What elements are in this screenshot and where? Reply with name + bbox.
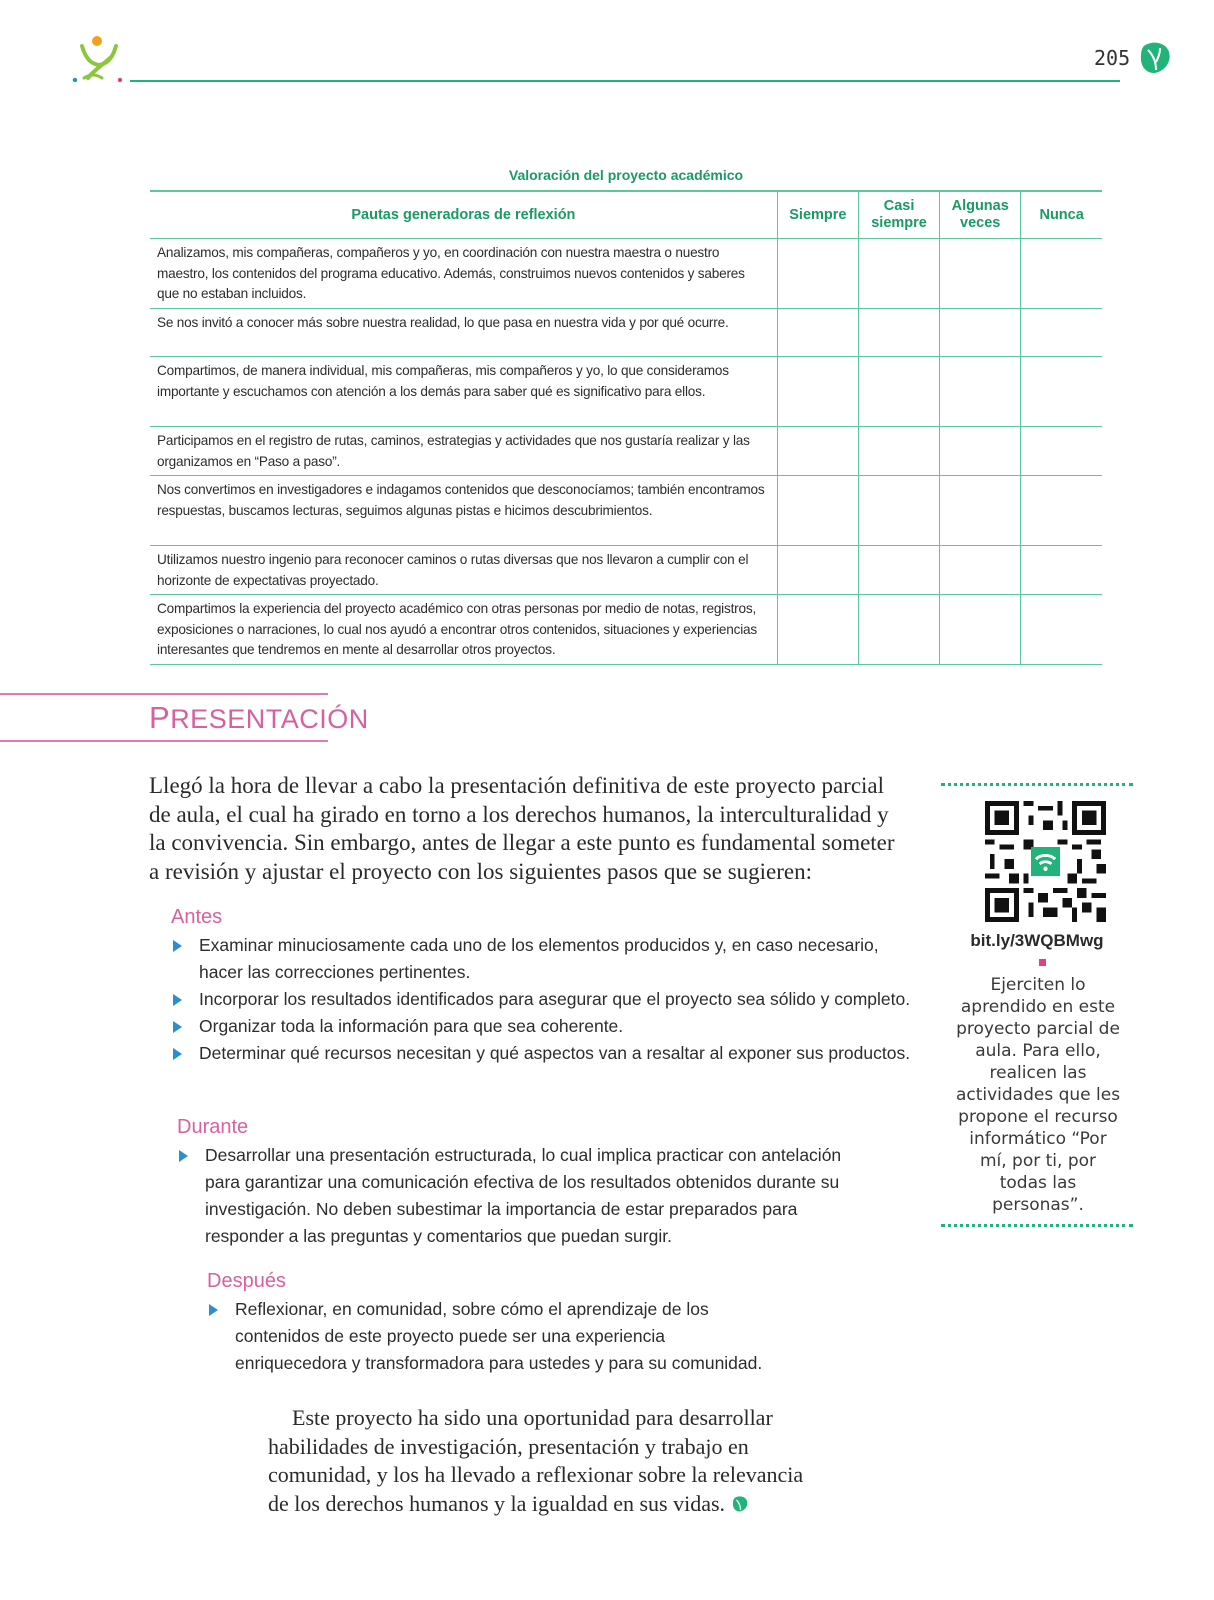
rating-cell-casi-siempre[interactable] bbox=[858, 239, 939, 309]
sidebar-divider-bottom bbox=[941, 1224, 1133, 1227]
antes-block bbox=[171, 906, 911, 1067]
rating-cell-siempre[interactable] bbox=[777, 309, 858, 357]
rating-cell-casi-siempre[interactable] bbox=[858, 476, 939, 546]
list-item: Examinar minuciosamente cada uno de los elementos producidos y, en caso necesario, hacer las correcciones pertinentes. bbox=[171, 932, 911, 986]
rating-cell-algunas-veces[interactable] bbox=[940, 239, 1021, 309]
reflection-prompt: Nos convertimos en investigadores e indagamos contenidos que desconocíamos; también encontramos respuestas, buscamos lecturas, seguimos algunas pistas e hicimos descubrimientos. bbox=[150, 476, 777, 546]
column-header: Algunas veces bbox=[940, 191, 1021, 239]
durante-heading: Durante bbox=[177, 1116, 249, 1138]
bullet-arrow-icon bbox=[173, 1021, 182, 1033]
section-rule-top bbox=[0, 693, 328, 695]
rating-cell-nunca[interactable] bbox=[1021, 476, 1102, 546]
list-item: Organizar toda la información para que sea coherente. bbox=[171, 1013, 911, 1040]
rating-cell-nunca[interactable] bbox=[1021, 427, 1102, 476]
intro-paragraph: Llegó la hora de llevar a cabo la presentación definitiva de este proyecto parcial de aula, el cual ha girado en torno a los derechos humanos, la interculturalidad y la convivencia. Sin embargo, antes de llegar a este punto es fundamental someter a revisión y ajustar el proyecto con los siguientes pasos que se sugieren: bbox=[149, 773, 895, 884]
reflection-prompt: Utilizamos nuestro ingenio para reconocer caminos o rutas diversas que nos llevaron a cumplir con el horizonte de expectativas proyectado. bbox=[150, 546, 777, 595]
list-item: Determinar qué recursos necesitan y qué aspectos van a resaltar al exponer sus productos. bbox=[171, 1040, 911, 1067]
rating-cell-siempre[interactable] bbox=[777, 239, 858, 309]
section-title bbox=[149, 700, 369, 736]
section-rule-bottom bbox=[0, 740, 328, 742]
durante-block bbox=[177, 1116, 857, 1250]
rating-cell-algunas-veces[interactable] bbox=[940, 546, 1021, 595]
reflection-prompt: Participamos en el registro de rutas, caminos, estrategias y actividades que nos gustaría realizar y las organizamos en “Paso a paso”. bbox=[150, 427, 777, 476]
column-header: Casi siempre bbox=[858, 191, 939, 239]
list-item: Desarrollar una presentación estructurada, lo cual implica practicar con antelación para garantizar una comunicación efectiva de los resultados obtenidos durante su investigación. No deben subestimar la importancia de estar preparados para responder a las preguntas y comentarios que puedan surgir. bbox=[177, 1142, 857, 1250]
rating-cell-nunca[interactable] bbox=[1021, 357, 1102, 427]
rating-cell-siempre[interactable] bbox=[777, 546, 858, 595]
despues-list bbox=[207, 1296, 777, 1377]
header-rule bbox=[130, 80, 1120, 82]
table-row bbox=[150, 357, 1102, 427]
table-row bbox=[150, 595, 1102, 665]
page-number: 205 bbox=[1094, 46, 1131, 70]
column-header: Siempre bbox=[777, 191, 858, 239]
reflection-prompt: Compartimos, de manera individual, mis compañeras, mis compañeros y yo, lo que consideramos importante y escuchamos con atención a los demás para saber qué es significativo para ellos. bbox=[150, 357, 777, 427]
rating-cell-nunca[interactable] bbox=[1021, 309, 1102, 357]
table-row bbox=[150, 239, 1102, 309]
rating-cell-algunas-veces[interactable] bbox=[940, 595, 1021, 665]
list-item: Incorporar los resultados identificados para asegurar que el proyecto sea sólido y completo. bbox=[171, 986, 911, 1013]
sidebar-divider-top bbox=[941, 783, 1133, 786]
qr-code-icon[interactable] bbox=[985, 801, 1106, 922]
table-row bbox=[150, 309, 1102, 357]
reflection-prompt: Se nos invitó a conocer más sobre nuestra realidad, lo que pasa en nuestra vida y por qué ocurre. bbox=[150, 309, 777, 357]
despues-heading: Después bbox=[207, 1270, 286, 1292]
leaf-icon bbox=[1138, 40, 1172, 76]
durante-list bbox=[177, 1142, 857, 1250]
bullet-arrow-icon bbox=[179, 1150, 188, 1162]
antes-list bbox=[171, 932, 911, 1067]
section-title-rest: RESENTACIÓN bbox=[170, 704, 369, 734]
program-logo-icon bbox=[72, 34, 126, 86]
rating-cell-siempre[interactable] bbox=[777, 476, 858, 546]
rating-cell-siempre[interactable] bbox=[777, 357, 858, 427]
rating-cell-algunas-veces[interactable] bbox=[940, 357, 1021, 427]
antes-heading: Antes bbox=[171, 906, 223, 928]
column-header: Pautas generadoras de reflexión bbox=[150, 191, 777, 239]
rating-cell-casi-siempre[interactable] bbox=[858, 309, 939, 357]
rating-cell-casi-siempre[interactable] bbox=[858, 595, 939, 665]
sidebar-text: Ejerciten lo aprendido en este proyecto parcial de aula. Para ello, realicen las actividades que les propone el recurso informático “Por mí, por ti, por todas las personas”. bbox=[955, 975, 1121, 1215]
despues-block bbox=[207, 1270, 777, 1377]
evaluation-table bbox=[150, 190, 1102, 665]
table-row bbox=[150, 476, 1102, 546]
bullet-arrow-icon bbox=[173, 940, 182, 952]
rating-cell-nunca[interactable] bbox=[1021, 239, 1102, 309]
table-header-row bbox=[150, 191, 1102, 239]
rating-cell-algunas-veces[interactable] bbox=[940, 476, 1021, 546]
rating-cell-siempre[interactable] bbox=[777, 595, 858, 665]
resource-link[interactable]: bit.ly/3WQBMwg bbox=[970, 931, 1104, 950]
rating-cell-nunca[interactable] bbox=[1021, 546, 1102, 595]
pink-bullet-icon bbox=[1039, 959, 1046, 966]
table-row bbox=[150, 546, 1102, 595]
leaf-icon bbox=[731, 1495, 749, 1513]
reflection-prompt: Compartimos la experiencia del proyecto académico con otras personas por medio de notas, registros, exposiciones o narraciones, lo cual nos ayudó a encontrar otros contenidos, situaciones y experiencias interesantes que tendremos en mente al desarrollar otros proyectos. bbox=[150, 595, 777, 665]
column-header: Nunca bbox=[1021, 191, 1102, 239]
rating-cell-casi-siempre[interactable] bbox=[858, 427, 939, 476]
rating-cell-casi-siempre[interactable] bbox=[858, 546, 939, 595]
bullet-arrow-icon bbox=[209, 1304, 218, 1316]
bullet-arrow-icon bbox=[173, 1048, 182, 1060]
table-title: Valoración del proyecto académico bbox=[508, 167, 744, 183]
section-title-initial: P bbox=[149, 700, 171, 735]
rating-cell-algunas-veces[interactable] bbox=[940, 427, 1021, 476]
rating-cell-casi-siempre[interactable] bbox=[858, 357, 939, 427]
rating-cell-algunas-veces[interactable] bbox=[940, 309, 1021, 357]
closing-paragraph bbox=[268, 1404, 828, 1518]
reflection-prompt: Analizamos, mis compañeras, compañeros y yo, en coordinación con nuestra maestra o nuestro maestro, los contenidos del programa educativo. Además, construimos nuevos contenidos y saberes que no estaban incluidos. bbox=[150, 239, 777, 309]
list-item: Reflexionar, en comunidad, sobre cómo el aprendizaje de los contenidos de este proyecto puede ser una experiencia enriquecedora y transformadora para ustedes y para su comunidad. bbox=[207, 1296, 777, 1377]
closing-text: Este proyecto ha sido una oportunidad para desarrollar habilidades de investigación, presentación y trabajo en comunidad, y los ha llevado a reflexionar sobre la relevancia de los derechos humanos y la igualdad en sus vidas. bbox=[268, 1405, 804, 1516]
table-row bbox=[150, 427, 1102, 476]
rating-cell-siempre[interactable] bbox=[777, 427, 858, 476]
bullet-arrow-icon bbox=[173, 994, 182, 1006]
rating-cell-nunca[interactable] bbox=[1021, 595, 1102, 665]
